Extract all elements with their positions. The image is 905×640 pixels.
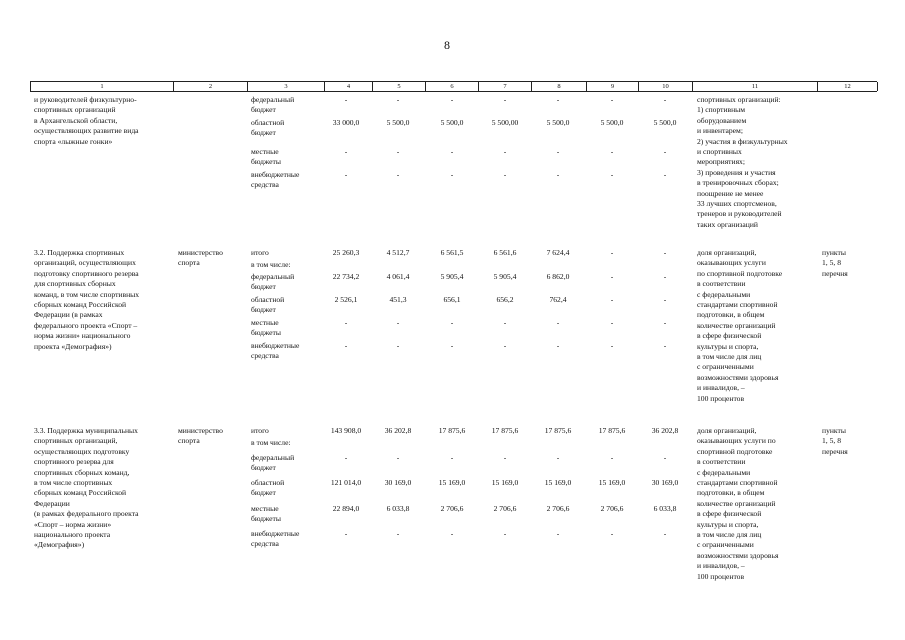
header-cell: 5 [372, 82, 425, 91]
funding-value: - [503, 529, 507, 538]
funding-value: - [450, 341, 454, 350]
expected-result: доля организаций, оказывающих услуги по спортивной подготовке в соответствии с федеральными стандартами спортивной подготовки, в общем количестве организаций в сфере физической культуры и спорта, в том числе для лиц с ограниченными возможностями здоровья и инвалидов, – 100 процентов [697, 426, 779, 581]
header-cell: 7 [478, 82, 531, 91]
funding-value: - [503, 341, 507, 350]
funding-value: 17 875,6 [438, 426, 466, 435]
funding-value: - [556, 529, 560, 538]
funding-value: 2 706,6 [493, 504, 517, 513]
expected-result: доля организаций, оказывающих услуги по спортивной подготовке в соответствии с федеральными стандартами спортивной подготовки, в общем количестве организаций в сфере физической культуры и спорта, в том числе для лиц с ограниченными возможностями здоровья и инвалидов, – 100 процентов [697, 248, 783, 403]
funding-value: 36 202,8 [384, 426, 412, 435]
funding-value: 22 894,0 [332, 504, 360, 513]
funding-value: - [663, 295, 667, 304]
funding-value: 7 624,4 [546, 248, 570, 257]
funding-value: - [396, 147, 400, 156]
funding-value: 30 169,0 [651, 478, 679, 487]
reference-items: пункты 1, 5, 8 перечня [822, 426, 848, 456]
funding-source: областной бюджет [251, 295, 285, 315]
funding-value: 15 169,0 [544, 478, 572, 487]
expected-result: спортивных организаций: 1) спортивным оборудованием и инвентарем; 2) участия в физкультурных и спортивных мероприятиях; 3) проведения и участия в тренировочных сборах; поощрение не менее 33 лучших спортсменов, тренеров и руководителей таких организаций [697, 95, 788, 229]
funding-value: 451,3 [389, 295, 407, 304]
funding-value: - [663, 170, 667, 179]
funding-source: федеральный бюджет [251, 95, 295, 115]
header-cell: 2 [173, 82, 247, 91]
funding-value: 6 561,5 [440, 248, 464, 257]
funding-value: - [610, 318, 614, 327]
funding-value: 15 169,0 [598, 478, 626, 487]
funding-value: 33 000,0 [332, 118, 360, 127]
table-header-row [30, 81, 877, 92]
funding-value: 2 706,6 [440, 504, 464, 513]
funding-value: 656,1 [443, 295, 461, 304]
funding-value: 17 875,6 [598, 426, 626, 435]
funding-value: 17 875,6 [491, 426, 519, 435]
funding-value: - [503, 318, 507, 327]
funding-value: - [610, 248, 614, 257]
header-cell: 9 [586, 82, 638, 91]
funding-value: 6 033,8 [653, 504, 677, 513]
funding-source: внебюджетные средства [251, 529, 300, 549]
funding-value: - [396, 453, 400, 462]
funding-value: - [396, 95, 400, 104]
funding-value: 6 033,8 [386, 504, 410, 513]
header-cell: 1 [30, 82, 173, 91]
funding-source: итого [251, 248, 269, 257]
funding-value: 5 905,4 [493, 272, 517, 281]
funding-value: - [503, 147, 507, 156]
funding-value: - [610, 341, 614, 350]
funding-value: - [450, 529, 454, 538]
funding-source: областной бюджет [251, 478, 285, 498]
funding-source: местные бюджеты [251, 147, 281, 167]
funding-value: 5 500,0 [440, 118, 464, 127]
funding-value: 2 706,6 [546, 504, 570, 513]
header-cell: 8 [531, 82, 586, 91]
funding-value: - [450, 453, 454, 462]
measure-description: 3.3. Поддержка муниципальных спортивных организаций, осуществляющих подготовку спортивного резерва для спортивных сборных команд, в том числе спортивных сборных команд Российской Федерации (в рамках федерального проекта «Спорт – норма жизни» национального проекта «Демография») [34, 426, 139, 550]
funding-value: - [556, 170, 560, 179]
funding-value: 15 169,0 [491, 478, 519, 487]
funding-value: - [610, 95, 614, 104]
funding-value: - [344, 147, 348, 156]
funding-value: 656,2 [496, 295, 514, 304]
funding-value: 17 875,6 [544, 426, 572, 435]
funding-value: 4 061,4 [386, 272, 410, 281]
funding-value: - [344, 341, 348, 350]
funding-value: 2 706,6 [600, 504, 624, 513]
funding-value: - [396, 529, 400, 538]
funding-value: - [396, 341, 400, 350]
funding-value: - [556, 318, 560, 327]
funding-value: - [610, 295, 614, 304]
funding-value: - [663, 529, 667, 538]
funding-value: - [344, 95, 348, 104]
funding-value: - [344, 453, 348, 462]
funding-value: - [663, 147, 667, 156]
funding-value: - [450, 147, 454, 156]
header-cell: 6 [425, 82, 478, 91]
funding-value: 5 500,0 [600, 118, 624, 127]
funding-value: 762,4 [549, 295, 567, 304]
funding-value: 5 500,0 [653, 118, 677, 127]
funding-value: - [663, 453, 667, 462]
funding-source: в том числе: [251, 260, 291, 269]
funding-value: 5 500,00 [491, 118, 519, 127]
funding-source: внебюджетные средства [251, 341, 300, 361]
executor: министерство спорта [178, 248, 223, 268]
funding-source: внебюджетные средства [251, 170, 300, 190]
funding-value: 2 526,1 [334, 295, 358, 304]
funding-value: - [556, 95, 560, 104]
measure-description: и руководителей физкультурно- спортивных организаций в Архангельской области, осуществляющих развитие вида спорта «лыжные гонки» [34, 95, 139, 146]
funding-source: местные бюджеты [251, 318, 281, 338]
funding-value: - [344, 170, 348, 179]
funding-value: 121 014,0 [330, 478, 362, 487]
header-cell: 11 [692, 82, 817, 91]
funding-source: федеральный бюджет [251, 272, 295, 292]
funding-value: 6 862,0 [546, 272, 570, 281]
header-cell: 10 [638, 82, 692, 91]
funding-value: 25 260,3 [332, 248, 360, 257]
funding-value: 15 169,0 [438, 478, 466, 487]
funding-value: - [450, 170, 454, 179]
funding-value: 5 905,4 [440, 272, 464, 281]
funding-value: - [663, 341, 667, 350]
reference-items: пункты 1, 5, 8 перечня [822, 248, 848, 278]
funding-value: - [450, 318, 454, 327]
funding-source: областной бюджет [251, 118, 285, 138]
funding-value: 30 169,0 [384, 478, 412, 487]
funding-source: итого [251, 426, 269, 435]
funding-value: - [663, 318, 667, 327]
funding-value: 22 734,2 [332, 272, 360, 281]
funding-value: - [344, 318, 348, 327]
funding-value: - [663, 248, 667, 257]
funding-value: - [450, 95, 454, 104]
measure-description: 3.2. Поддержка спортивных организаций, осуществляющих подготовку спортивного резерва для спортивных сборных команд, в том числе спортивных сборных команд Российской Федерации (в рамках федерального проекта «Спорт – норма жизни» национального проекта «Демография») [34, 248, 140, 351]
funding-value: 143 908,0 [330, 426, 362, 435]
page-number: 8 [444, 38, 450, 52]
funding-value: - [610, 453, 614, 462]
funding-value: - [610, 529, 614, 538]
funding-value: - [396, 318, 400, 327]
funding-value: 36 202,8 [651, 426, 679, 435]
funding-value: - [503, 170, 507, 179]
funding-value: 4 512,7 [386, 248, 410, 257]
funding-value: - [663, 95, 667, 104]
funding-source: в том числе: [251, 438, 291, 447]
funding-value: - [610, 272, 614, 281]
funding-value: - [556, 147, 560, 156]
funding-value: - [503, 453, 507, 462]
funding-value: 6 561,6 [493, 248, 517, 257]
funding-value: - [396, 170, 400, 179]
funding-value: - [344, 529, 348, 538]
header-cell: 3 [247, 82, 324, 91]
funding-source: федеральный бюджет [251, 453, 295, 473]
funding-value: - [610, 170, 614, 179]
funding-value: - [610, 147, 614, 156]
header-cell: 12 [817, 82, 878, 91]
funding-value: - [556, 341, 560, 350]
funding-value: - [503, 95, 507, 104]
header-cell: 4 [324, 82, 372, 91]
executor: министерство спорта [178, 426, 223, 446]
funding-value: 5 500,0 [546, 118, 570, 127]
funding-value: - [556, 453, 560, 462]
funding-value: 5 500,0 [386, 118, 410, 127]
funding-source: местные бюджеты [251, 504, 281, 524]
funding-value: - [663, 272, 667, 281]
